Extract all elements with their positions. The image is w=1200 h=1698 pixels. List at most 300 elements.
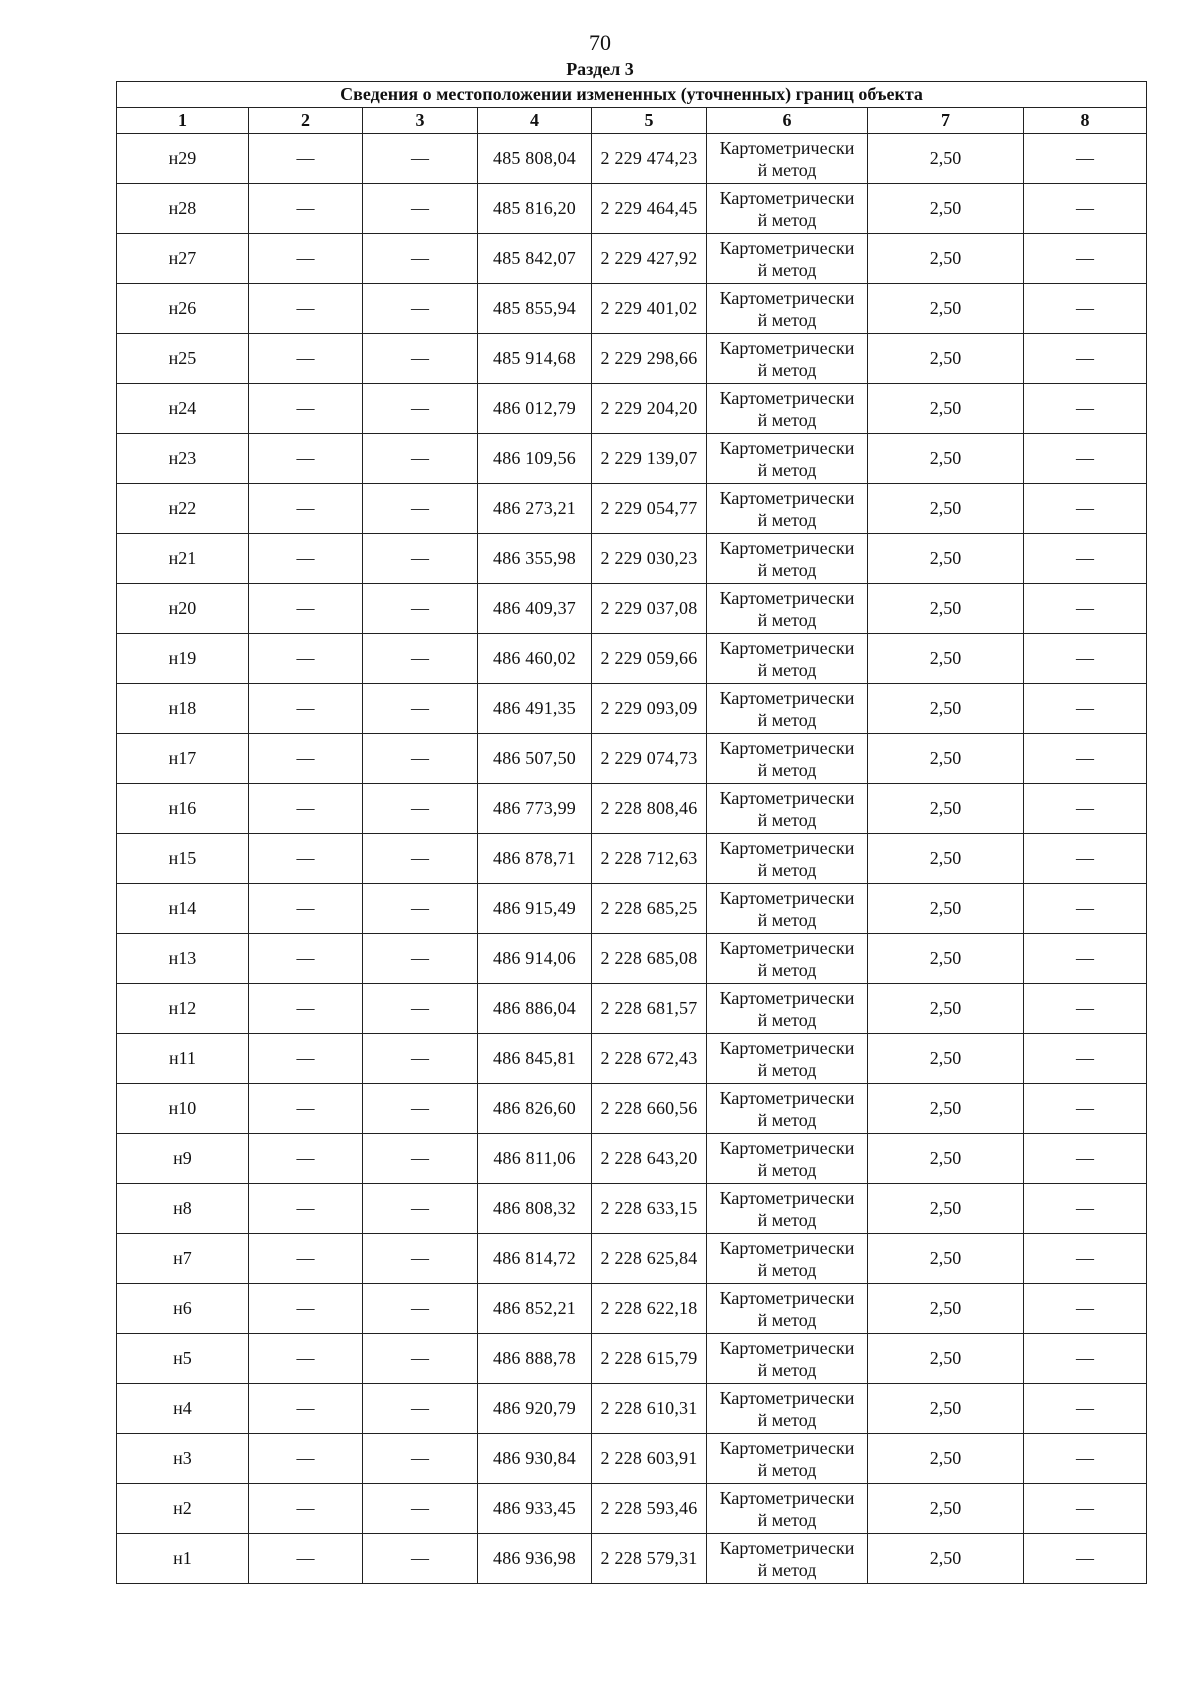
table-row (117, 334, 1147, 384)
accuracy-cell: 2,50 (868, 734, 1024, 784)
column-number: 4 (478, 108, 592, 134)
x-coordinate-cell: 486 920,79 (478, 1384, 592, 1434)
y-coordinate-cell: 2 229 427,92 (592, 234, 707, 284)
accuracy-cell: 2,50 (868, 1384, 1024, 1434)
empty-cell: — (1024, 234, 1147, 284)
x-coordinate-cell: 485 816,20 (478, 184, 592, 234)
y-coordinate-cell: 2 228 685,25 (592, 884, 707, 934)
accuracy-cell: 2,50 (868, 484, 1024, 534)
y-coordinate-cell: 2 229 030,23 (592, 534, 707, 584)
empty-cell: — (249, 284, 363, 334)
method-cell (707, 734, 868, 784)
method-cell (707, 1484, 868, 1534)
accuracy-cell: 2,50 (868, 284, 1024, 334)
y-coordinate-cell: 2 229 204,20 (592, 384, 707, 434)
empty-cell: — (249, 1184, 363, 1234)
method-line-1: Картометрически (719, 237, 855, 258)
table-row (117, 234, 1147, 284)
empty-cell: — (249, 684, 363, 734)
point-name-cell: н29 (117, 134, 249, 184)
method-line-2: й метод (757, 409, 817, 430)
empty-cell: — (249, 1134, 363, 1184)
y-coordinate-cell: 2 229 059,66 (592, 634, 707, 684)
accuracy-cell: 2,50 (868, 784, 1024, 834)
empty-cell: — (1024, 1034, 1147, 1084)
method-cell (707, 484, 868, 534)
empty-cell: — (249, 1484, 363, 1534)
accuracy-cell: 2,50 (868, 1134, 1024, 1184)
point-name-cell: н12 (117, 984, 249, 1034)
y-coordinate-cell: 2 228 615,79 (592, 1334, 707, 1384)
empty-cell: — (249, 1384, 363, 1434)
accuracy-cell: 2,50 (868, 1234, 1024, 1284)
y-coordinate-cell: 2 228 622,18 (592, 1284, 707, 1334)
table-row (117, 784, 1147, 834)
x-coordinate-cell: 486 826,60 (478, 1084, 592, 1134)
method-line-1: Картометрически (719, 387, 855, 408)
empty-cell: — (363, 1334, 478, 1384)
method-cell (707, 1534, 868, 1584)
method-cell (707, 1384, 868, 1434)
empty-cell: — (1024, 584, 1147, 634)
table-row (117, 134, 1147, 184)
empty-cell: — (363, 1034, 478, 1084)
empty-cell: — (249, 484, 363, 534)
table-caption-row (117, 82, 1147, 108)
table-caption: Сведения о местоположении измененных (уточненных) границ объекта (117, 82, 1147, 108)
table-row (117, 1484, 1147, 1534)
empty-cell: — (363, 484, 478, 534)
empty-cell: — (363, 1534, 478, 1584)
method-line-2: й метод (757, 1109, 817, 1130)
method-line-1: Картометрически (719, 1487, 855, 1508)
empty-cell: — (249, 1034, 363, 1084)
x-coordinate-cell: 486 936,98 (478, 1534, 592, 1584)
table-row (117, 584, 1147, 634)
empty-cell: — (363, 384, 478, 434)
y-coordinate-cell: 2 228 808,46 (592, 784, 707, 834)
empty-cell: — (1024, 1234, 1147, 1284)
table-row (117, 1434, 1147, 1484)
method-cell (707, 1434, 868, 1484)
empty-cell: — (1024, 1134, 1147, 1184)
method-cell (707, 1334, 868, 1384)
point-name-cell: н9 (117, 1134, 249, 1184)
method-line-1: Картометрически (719, 837, 855, 858)
method-cell (707, 834, 868, 884)
method-line-2: й метод (757, 909, 817, 930)
empty-cell: — (1024, 1534, 1147, 1584)
empty-cell: — (249, 784, 363, 834)
x-coordinate-cell: 486 409,37 (478, 584, 592, 634)
empty-cell: — (363, 1484, 478, 1534)
x-coordinate-cell: 485 842,07 (478, 234, 592, 284)
method-cell (707, 1084, 868, 1134)
x-coordinate-cell: 486 888,78 (478, 1334, 592, 1384)
empty-cell: — (249, 1334, 363, 1384)
method-line-2: й метод (757, 609, 817, 630)
point-name-cell: н23 (117, 434, 249, 484)
x-coordinate-cell: 486 808,32 (478, 1184, 592, 1234)
accuracy-cell: 2,50 (868, 1484, 1024, 1534)
point-name-cell: н13 (117, 934, 249, 984)
point-name-cell: н4 (117, 1384, 249, 1434)
x-coordinate-cell: 486 109,56 (478, 434, 592, 484)
point-name-cell: н26 (117, 284, 249, 334)
y-coordinate-cell: 2 228 603,91 (592, 1434, 707, 1484)
point-name-cell: н28 (117, 184, 249, 234)
method-line-1: Картометрически (719, 987, 855, 1008)
method-cell (707, 784, 868, 834)
point-name-cell: н19 (117, 634, 249, 684)
empty-cell: — (1024, 1334, 1147, 1384)
empty-cell: — (363, 334, 478, 384)
table-row (117, 1084, 1147, 1134)
empty-cell: — (1024, 534, 1147, 584)
method-line-1: Картометрически (719, 1037, 855, 1058)
section-title: Раздел 3 (566, 59, 634, 79)
y-coordinate-cell: 2 228 593,46 (592, 1484, 707, 1534)
method-line-1: Картометрически (719, 937, 855, 958)
empty-cell: — (249, 734, 363, 784)
point-name-cell: н22 (117, 484, 249, 534)
empty-cell: — (1024, 1284, 1147, 1334)
table-row (117, 1534, 1147, 1584)
method-line-2: й метод (757, 1259, 817, 1280)
method-line-2: й метод (757, 1159, 817, 1180)
method-line-2: й метод (757, 1209, 817, 1230)
y-coordinate-cell: 2 229 401,02 (592, 284, 707, 334)
x-coordinate-cell: 486 460,02 (478, 634, 592, 684)
accuracy-cell: 2,50 (868, 1284, 1024, 1334)
empty-cell: — (249, 584, 363, 634)
empty-cell: — (249, 184, 363, 234)
point-name-cell: н11 (117, 1034, 249, 1084)
column-number: 1 (117, 108, 249, 134)
method-line-2: й метод (757, 859, 817, 880)
method-cell (707, 1234, 868, 1284)
method-cell (707, 934, 868, 984)
method-line-1: Картометрически (719, 637, 855, 658)
x-coordinate-cell: 486 886,04 (478, 984, 592, 1034)
accuracy-cell: 2,50 (868, 1034, 1024, 1084)
method-cell (707, 1184, 868, 1234)
column-number: 3 (363, 108, 478, 134)
empty-cell: — (363, 884, 478, 934)
table-row (117, 634, 1147, 684)
accuracy-cell: 2,50 (868, 984, 1024, 1034)
point-name-cell: н8 (117, 1184, 249, 1234)
empty-cell: — (363, 784, 478, 834)
x-coordinate-cell: 486 930,84 (478, 1434, 592, 1484)
x-coordinate-cell: 486 914,06 (478, 934, 592, 984)
y-coordinate-cell: 2 228 660,56 (592, 1084, 707, 1134)
accuracy-cell: 2,50 (868, 434, 1024, 484)
empty-cell: — (363, 584, 478, 634)
method-cell (707, 284, 868, 334)
empty-cell: — (249, 1084, 363, 1134)
table-row (117, 484, 1147, 534)
method-line-2: й метод (757, 509, 817, 530)
y-coordinate-cell: 2 228 643,20 (592, 1134, 707, 1184)
method-cell (707, 584, 868, 634)
method-line-2: й метод (757, 809, 817, 830)
method-line-2: й метод (757, 309, 817, 330)
y-coordinate-cell: 2 228 685,08 (592, 934, 707, 984)
x-coordinate-cell: 486 933,45 (478, 1484, 592, 1534)
accuracy-cell: 2,50 (868, 884, 1024, 934)
x-coordinate-cell: 486 915,49 (478, 884, 592, 934)
method-line-2: й метод (757, 759, 817, 780)
point-name-cell: н17 (117, 734, 249, 784)
point-name-cell: н1 (117, 1534, 249, 1584)
empty-cell: — (363, 184, 478, 234)
method-cell (707, 184, 868, 234)
x-coordinate-cell: 486 355,98 (478, 534, 592, 584)
y-coordinate-cell: 2 228 712,63 (592, 834, 707, 884)
accuracy-cell: 2,50 (868, 534, 1024, 584)
empty-cell: — (363, 1384, 478, 1434)
table-row (117, 1384, 1147, 1434)
table-row (117, 184, 1147, 234)
method-line-2: й метод (757, 659, 817, 680)
x-coordinate-cell: 486 852,21 (478, 1284, 592, 1334)
point-name-cell: н10 (117, 1084, 249, 1134)
y-coordinate-cell: 2 228 672,43 (592, 1034, 707, 1084)
empty-cell: — (363, 1134, 478, 1184)
table-row (117, 734, 1147, 784)
point-name-cell: н16 (117, 784, 249, 834)
method-line-1: Картометрически (719, 1237, 855, 1258)
method-line-2: й метод (757, 159, 817, 180)
point-name-cell: н14 (117, 884, 249, 934)
empty-cell: — (1024, 634, 1147, 684)
method-line-2: й метод (757, 1009, 817, 1030)
empty-cell: — (363, 634, 478, 684)
method-line-2: й метод (757, 259, 817, 280)
method-line-1: Картометрически (719, 887, 855, 908)
table-row (117, 284, 1147, 334)
y-coordinate-cell: 2 228 610,31 (592, 1384, 707, 1434)
empty-cell: — (249, 884, 363, 934)
empty-cell: — (363, 1084, 478, 1134)
accuracy-cell: 2,50 (868, 1534, 1024, 1584)
x-coordinate-cell: 486 273,21 (478, 484, 592, 534)
table-body (117, 134, 1147, 1584)
x-coordinate-cell: 485 808,04 (478, 134, 592, 184)
y-coordinate-cell: 2 228 633,15 (592, 1184, 707, 1234)
accuracy-cell: 2,50 (868, 384, 1024, 434)
method-line-1: Картометрически (719, 1337, 855, 1358)
method-cell (707, 384, 868, 434)
method-cell (707, 984, 868, 1034)
column-number: 6 (707, 108, 868, 134)
x-coordinate-cell: 486 811,06 (478, 1134, 592, 1184)
column-number-row (117, 108, 1147, 134)
empty-cell: — (1024, 334, 1147, 384)
method-cell (707, 634, 868, 684)
accuracy-cell: 2,50 (868, 834, 1024, 884)
y-coordinate-cell: 2 229 474,23 (592, 134, 707, 184)
method-line-1: Картометрически (719, 1387, 855, 1408)
empty-cell: — (363, 284, 478, 334)
method-line-1: Картометрически (719, 1187, 855, 1208)
method-line-1: Картометрически (719, 1087, 855, 1108)
method-cell (707, 884, 868, 934)
empty-cell: — (363, 434, 478, 484)
method-cell (707, 1284, 868, 1334)
table-row (117, 934, 1147, 984)
accuracy-cell: 2,50 (868, 934, 1024, 984)
accuracy-cell: 2,50 (868, 1084, 1024, 1134)
empty-cell: — (363, 834, 478, 884)
empty-cell: — (1024, 934, 1147, 984)
method-cell (707, 1034, 868, 1084)
accuracy-cell: 2,50 (868, 584, 1024, 634)
empty-cell: — (1024, 884, 1147, 934)
y-coordinate-cell: 2 229 074,73 (592, 734, 707, 784)
accuracy-cell: 2,50 (868, 1184, 1024, 1234)
accuracy-cell: 2,50 (868, 184, 1024, 234)
method-cell (707, 684, 868, 734)
method-line-1: Картометрически (719, 687, 855, 708)
x-coordinate-cell: 485 855,94 (478, 284, 592, 334)
point-name-cell: н15 (117, 834, 249, 884)
empty-cell: — (249, 634, 363, 684)
accuracy-cell: 2,50 (868, 684, 1024, 734)
point-name-cell: н20 (117, 584, 249, 634)
empty-cell: — (363, 934, 478, 984)
x-coordinate-cell: 486 012,79 (478, 384, 592, 434)
y-coordinate-cell: 2 228 681,57 (592, 984, 707, 1034)
empty-cell: — (1024, 1484, 1147, 1534)
method-line-2: й метод (757, 709, 817, 730)
empty-cell: — (363, 134, 478, 184)
empty-cell: — (1024, 184, 1147, 234)
method-line-1: Картометрически (719, 487, 855, 508)
empty-cell: — (1024, 284, 1147, 334)
x-coordinate-cell: 486 845,81 (478, 1034, 592, 1084)
method-cell (707, 534, 868, 584)
empty-cell: — (363, 1184, 478, 1234)
empty-cell: — (363, 984, 478, 1034)
table-row (117, 384, 1147, 434)
method-line-2: й метод (757, 1409, 817, 1430)
y-coordinate-cell: 2 229 054,77 (592, 484, 707, 534)
method-line-2: й метод (757, 1059, 817, 1080)
method-line-1: Картометрически (719, 737, 855, 758)
empty-cell: — (363, 534, 478, 584)
empty-cell: — (249, 434, 363, 484)
point-name-cell: н25 (117, 334, 249, 384)
method-line-1: Картометрически (719, 787, 855, 808)
empty-cell: — (249, 834, 363, 884)
table-row (117, 684, 1147, 734)
method-line-1: Картометрически (719, 337, 855, 358)
empty-cell: — (1024, 434, 1147, 484)
table-row (117, 834, 1147, 884)
point-name-cell: н27 (117, 234, 249, 284)
empty-cell: — (249, 1534, 363, 1584)
method-line-2: й метод (757, 459, 817, 480)
empty-cell: — (363, 1284, 478, 1334)
y-coordinate-cell: 2 228 579,31 (592, 1534, 707, 1584)
method-line-2: й метод (757, 1509, 817, 1530)
x-coordinate-cell: 486 878,71 (478, 834, 592, 884)
method-cell (707, 334, 868, 384)
empty-cell: — (1024, 484, 1147, 534)
empty-cell: — (363, 1234, 478, 1284)
coordinates-table (116, 81, 1147, 1584)
table-row (117, 1134, 1147, 1184)
method-line-2: й метод (757, 209, 817, 230)
table-row (117, 534, 1147, 584)
empty-cell: — (249, 1434, 363, 1484)
x-coordinate-cell: 486 814,72 (478, 1234, 592, 1284)
point-name-cell: н18 (117, 684, 249, 734)
method-line-1: Картометрически (719, 187, 855, 208)
method-line-2: й метод (757, 1459, 817, 1480)
column-number: 7 (868, 108, 1024, 134)
method-line-1: Картометрически (719, 437, 855, 458)
empty-cell: — (249, 384, 363, 434)
empty-cell: — (363, 684, 478, 734)
method-line-1: Картометрически (719, 537, 855, 558)
method-line-1: Картометрически (719, 1537, 855, 1558)
accuracy-cell: 2,50 (868, 634, 1024, 684)
method-line-1: Картометрически (719, 1287, 855, 1308)
empty-cell: — (249, 934, 363, 984)
x-coordinate-cell: 486 773,99 (478, 784, 592, 834)
table-row (117, 1284, 1147, 1334)
y-coordinate-cell: 2 229 139,07 (592, 434, 707, 484)
empty-cell: — (249, 534, 363, 584)
y-coordinate-cell: 2 229 037,08 (592, 584, 707, 634)
empty-cell: — (1024, 1434, 1147, 1484)
accuracy-cell: 2,50 (868, 134, 1024, 184)
point-name-cell: н3 (117, 1434, 249, 1484)
method-line-2: й метод (757, 1309, 817, 1330)
method-line-1: Картометрически (719, 1437, 855, 1458)
empty-cell: — (1024, 134, 1147, 184)
empty-cell: — (1024, 1184, 1147, 1234)
y-coordinate-cell: 2 229 298,66 (592, 334, 707, 384)
method-line-1: Картометрически (719, 587, 855, 608)
empty-cell: — (363, 234, 478, 284)
method-line-2: й метод (757, 1359, 817, 1380)
method-cell (707, 134, 868, 184)
empty-cell: — (1024, 784, 1147, 834)
page-number: 70 (589, 30, 611, 55)
method-line-2: й метод (757, 359, 817, 380)
empty-cell: — (1024, 1384, 1147, 1434)
x-coordinate-cell: 486 491,35 (478, 684, 592, 734)
x-coordinate-cell: 486 507,50 (478, 734, 592, 784)
column-number: 2 (249, 108, 363, 134)
accuracy-cell: 2,50 (868, 1434, 1024, 1484)
point-name-cell: н6 (117, 1284, 249, 1334)
empty-cell: — (249, 984, 363, 1034)
table-row (117, 1034, 1147, 1084)
method-line-2: й метод (757, 959, 817, 980)
table-row (117, 1334, 1147, 1384)
empty-cell: — (1024, 1084, 1147, 1134)
table-row (117, 984, 1147, 1034)
point-name-cell: н2 (117, 1484, 249, 1534)
empty-cell: — (363, 734, 478, 784)
y-coordinate-cell: 2 229 093,09 (592, 684, 707, 734)
point-name-cell: н5 (117, 1334, 249, 1384)
